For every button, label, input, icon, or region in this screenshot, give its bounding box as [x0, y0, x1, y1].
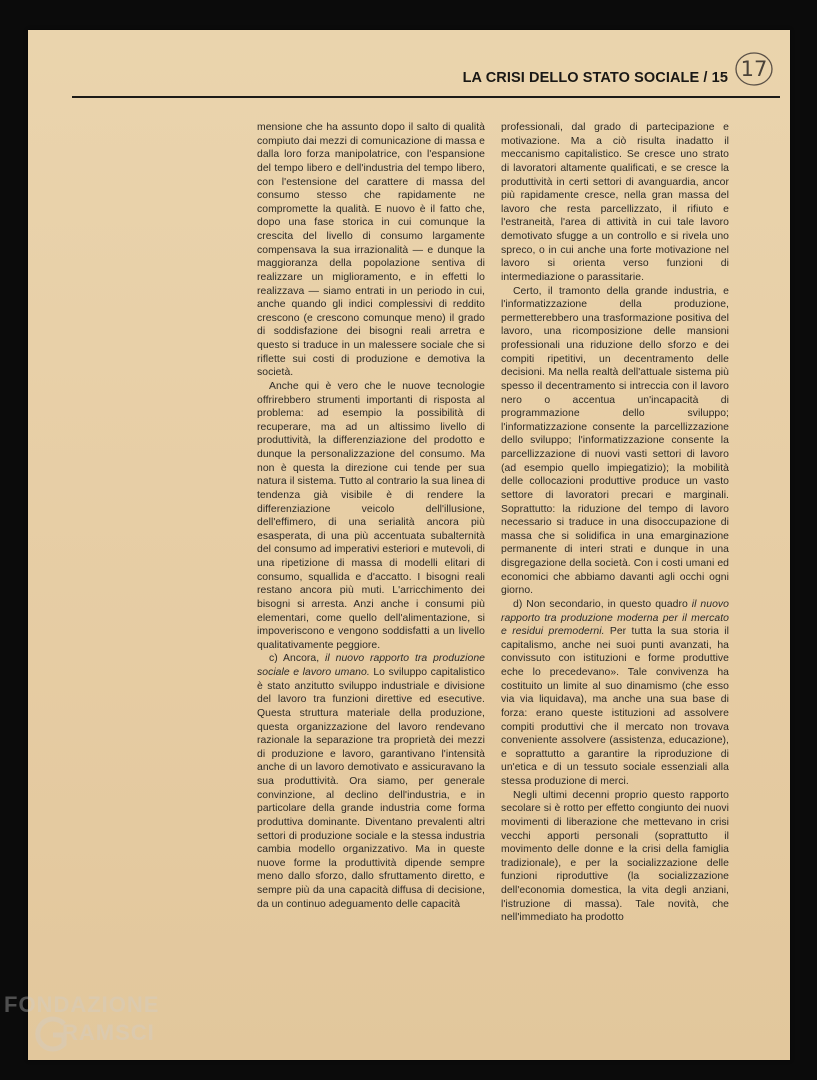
paragraph: Negli ultimi decenni proprio questo rapporto secolare si è rotto per effetto congiunto dei nuovi movimenti di liberazione che mettevano in crisi vecchi apporti personali (soprattutto il movimento delle donne e la crisi della famiglia tradizionale), e per la socializzazione delle funzioni riproduttive (la socializzazione dell'economia domestica, la vita degli anziani, l'istruzione di massa). Tale novità, che nell'immediato ha prodotto: [501, 789, 729, 924]
handwritten-folio-number: [733, 49, 775, 89]
fondazione-gramsci-watermark: [4, 992, 204, 1062]
watermark-line-1: FONDAZIONE: [4, 992, 160, 1017]
paragraph-body: Per tutta la sua storia il capitalismo, anche nei suoi punti avanzati, ha convissuto con istituzioni e forme produttive eche lo precedevano». Tale convivenza ha costituito un limite al suo dinamismo (che esso via via liquidava), ma anche una sua base di forza: erano queste istituzioni ad assolvere compiti produttivi che il mercato non trovava conveniente assolvere (assistenza, educazione), e soprattutto a garantire la riproduzione di un'etica e di un tessuto sociale essenziali alla stessa produzione di merci.: [501, 626, 729, 787]
paragraph-emphasis: il nuovo rapporto tra produzione sociale e lavoro umano.: [257, 653, 485, 678]
running-header: [72, 66, 780, 98]
paragraph: professionali, dal grado di partecipazione e motivazione. Ma a ciò risulta inadatto il meccanismo capitalistico. Se cresce uno strato di lavoratori altamente qualificati, e se cresce la produttività in certi settori di avanguardia, ancor più rapidamente cresce, nella gran massa del lavoro che resta parcellizzato, il rifiuto e l'estraneità, l'area di attività in cui tale lavoro demotivato sfugge a un controllo e si rivela uno spreco, o in cui anche una forte motivazione nel lavoro si orienta verso funzioni di intermediazione o parassitarie.: [501, 122, 729, 283]
paragraph-body: Lo sviluppo capitalistico è stato anzitutto sviluppo industriale e divisione del lavoro tra funzioni direttive ed esecutive. Questa struttura materiale della produzione, questa organizzazione del lavoro rendevano razionale la separazione tra proprietà dei mezzi di produzione e lavoro, garantivano l'intensità anche di un lavoro demotivato e assicuravano la sua produttività. Ora siamo, per generale convinzione, al declino dell'industria, e in particolare della grande industria come forma produttiva dominante. Diventano prevalenti altri settori di produzione sociale e la stessa industria cambia modello organizzativo. Ma in queste nuove forme la produttività dipende sempre meno dallo sforzo, dallo sfruttamento diretto, e sempre più da una capacità diffusa di decisione, da un continuo adeguamento delle capacità: [257, 667, 485, 910]
paragraph-d: [501, 598, 729, 789]
watermark-line-2: RAMSCI: [62, 1020, 155, 1045]
folio-text: 17: [740, 57, 768, 81]
paragraph: Anche qui è vero che le nuove tecnologie offrirebbero strumenti importanti di risposta al problema: ad esempio la possibilità di recuperare, ma ad un altissimo livello di produttività, la differenziazione del prodotto e dunque la personalizzazione del consumo. Ma non è questa la direzione cui tende per sua natura il sistema. Tutto al contrario la sua linea di tendenza già visibile è di rendere la differenziazione veicolo dell'illusione, dell'effimero, di una serialità ancora più esasperata, di una più accentuata subalternità del consumo ad imperativi esteriori e mutevoli, di una ripetizione di massa di modelli elitari di consumo, squallida e d'accatto. I bisogni reali restano ancora più muti. L'arricchimento dei bisogni si arresta. Anzi anche i consumi più elementari, come quello dell'alimentazione, si impoveriscono e vengono soddisfatti a un livello qualitativamente peggiore.: [257, 380, 485, 651]
header-title: LA CRISI DELLO STATO SOCIALE / 15: [462, 70, 728, 86]
paragraph: mensione che ha assunto dopo il salto di qualità compiuto dai mezzi di comunicazione di massa e dalla loro forza manipolatrice, con l'espansione del tempo libero e dell'industria del tempo libero, con l'estensione del carattere di massa del consumo stesso che rapidamente ne compromette la qualità. E nuovo è il fatto che, dopo una fase storica in cui comunque la crescita del livello di consumo largamente compensava la sua irrazionalità — e dunque la maggioranza della popolazione sentiva di realizzare un miglioramento, e in effetti lo realizzava — siamo entrati in un periodo in cui, anche quando gli indici complessivi di reddito crescono (e crescono comunque meno) il grado di soddisfazione dei bisogni reali arretra e questo si traduce in un malessere sociale che si riflette sui costi di produzione e demotiva la società.: [257, 122, 485, 379]
paragraph-lead: d) Non secondario, in questo quadro: [513, 598, 692, 610]
text-column-right: [501, 121, 729, 925]
paragraph-c: [257, 652, 485, 911]
paragraph: Certo, il tramonto della grande industria, e l'informatizzazione della produzione, permetterebbero una trasformazione positiva del lavoro, una ricomposizione delle mansioni professionali una riduzione dello sforzo e dei compiti ripetitivi, un decentramento delle decisioni. Ma nella realtà dell'attuale sistema più spesso il decentramento si intreccia con il lavoro nero o accentua un'incapacità di programmazione dello sviluppo; l'informatizzazione consente la parcellizzazione dello sviluppo; l'informatizzazione consente la parcellizzazione di nuovi vasti settori di lavoro (ad esempio quello impiegatizio); la mobilità delle collocazioni produttive produce un vasto settore di lavoratori precari e marginali. Soprattutto: la riduzione del tempo di lavoro necessario si traduce in una disoccupazione di massa che si solidifica in una emarginazione permanente di interi strati e dunque in una disgregazione della società. Con i costi umani ed economici che abbiamo davanti agli occhi ogni giorno.: [501, 285, 729, 597]
paragraph-emphasis: il nuovo rapporto tra produzione moderna per il mercato e residui premoderni.: [501, 598, 729, 638]
paragraph-lead: c) Ancora,: [269, 653, 326, 665]
circle-mark-icon: [733, 49, 775, 89]
text-column-left: [257, 121, 485, 911]
